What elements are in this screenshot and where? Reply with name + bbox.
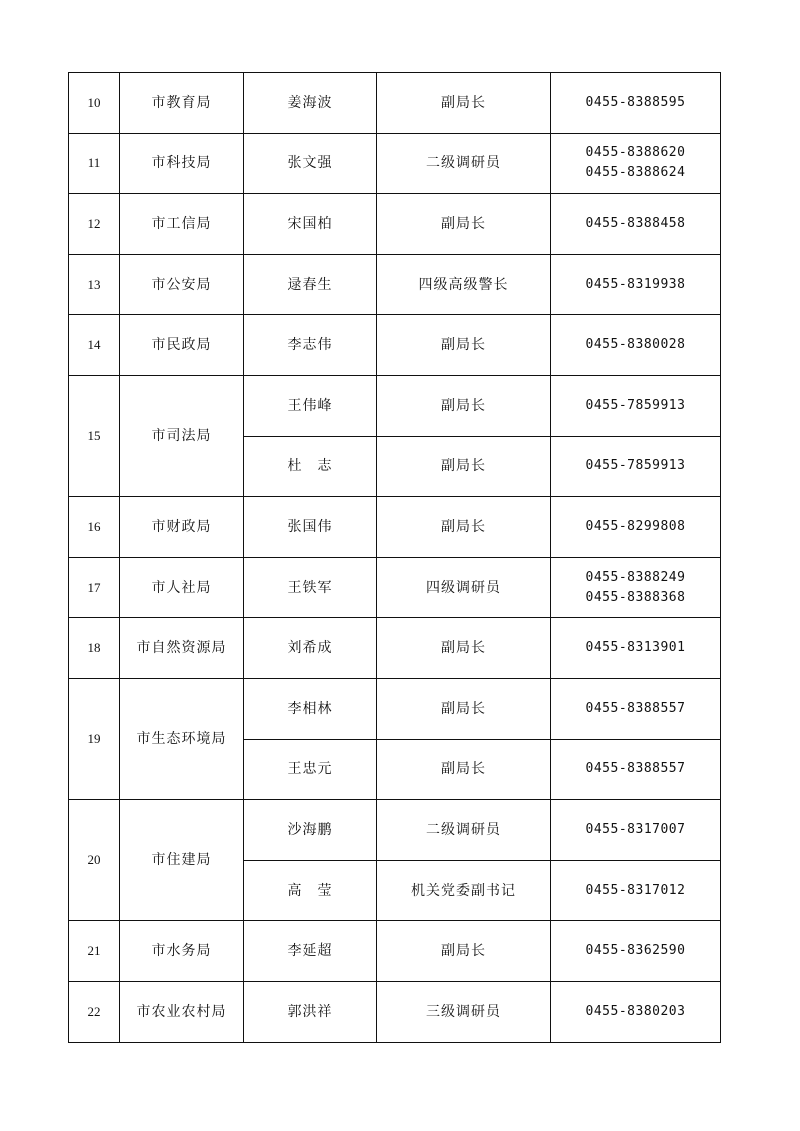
phone-cell bbox=[551, 73, 721, 134]
contact-table bbox=[68, 72, 721, 1043]
phone-cell bbox=[551, 678, 721, 739]
department-cell: 市司法局 bbox=[120, 375, 244, 496]
row-number: 16 bbox=[69, 497, 120, 558]
phone-number: 0455-8319938 bbox=[585, 276, 686, 292]
table-row bbox=[69, 921, 721, 982]
table-row bbox=[69, 557, 721, 618]
department-cell: 市工信局 bbox=[120, 194, 244, 255]
title-cell: 副局长 bbox=[377, 678, 551, 739]
title-cell: 副局长 bbox=[377, 618, 551, 679]
phone-cell bbox=[551, 860, 721, 921]
row-number: 14 bbox=[69, 315, 120, 376]
phone-cell bbox=[551, 981, 721, 1042]
phone-number: 0455-8388368 bbox=[585, 589, 686, 605]
department-cell: 市人社局 bbox=[120, 557, 244, 618]
phone-number: 0455-8388458 bbox=[585, 215, 686, 231]
name-cell: 沙海鹏 bbox=[244, 800, 377, 861]
phone-cell bbox=[551, 315, 721, 376]
table-row bbox=[69, 133, 721, 194]
name-cell: 逯春生 bbox=[244, 254, 377, 315]
phone-cell bbox=[551, 436, 721, 497]
phone-number: 0455-8380203 bbox=[585, 1003, 686, 1019]
row-number: 12 bbox=[69, 194, 120, 255]
phone-number: 0455-7859913 bbox=[585, 458, 686, 474]
title-cell: 四级调研员 bbox=[377, 557, 551, 618]
title-cell: 副局长 bbox=[377, 497, 551, 558]
department-cell: 市水务局 bbox=[120, 921, 244, 982]
table-row bbox=[69, 678, 721, 739]
phone-number: 0455-8317012 bbox=[585, 882, 686, 898]
title-cell: 机关党委副书记 bbox=[377, 860, 551, 921]
name-cell: 张国伟 bbox=[244, 497, 377, 558]
phone-cell bbox=[551, 921, 721, 982]
phone-number: 0455-8388557 bbox=[585, 761, 686, 777]
table-body bbox=[69, 73, 721, 1043]
table-row bbox=[69, 73, 721, 134]
department-cell: 市财政局 bbox=[120, 497, 244, 558]
phone-cell bbox=[551, 618, 721, 679]
phone-number: 0455-8388620 bbox=[585, 145, 686, 161]
name-cell: 姜海波 bbox=[244, 73, 377, 134]
table-row bbox=[69, 375, 721, 436]
phone-number: 0455-8388249 bbox=[585, 569, 686, 585]
name-cell: 王铁军 bbox=[244, 557, 377, 618]
row-number: 21 bbox=[69, 921, 120, 982]
department-cell: 市自然资源局 bbox=[120, 618, 244, 679]
phone-cell bbox=[551, 557, 721, 618]
title-cell: 三级调研员 bbox=[377, 981, 551, 1042]
row-number: 11 bbox=[69, 133, 120, 194]
row-number: 13 bbox=[69, 254, 120, 315]
name-cell: 王忠元 bbox=[244, 739, 377, 800]
title-cell: 二级调研员 bbox=[377, 133, 551, 194]
row-number: 19 bbox=[69, 678, 120, 799]
title-cell: 副局长 bbox=[377, 73, 551, 134]
row-number: 20 bbox=[69, 800, 120, 921]
department-cell: 市生态环境局 bbox=[120, 678, 244, 799]
name-cell: 李相林 bbox=[244, 678, 377, 739]
title-cell: 副局长 bbox=[377, 739, 551, 800]
phone-number: 0455-8313901 bbox=[585, 640, 686, 656]
table-row bbox=[69, 800, 721, 861]
table-row bbox=[69, 497, 721, 558]
department-cell: 市教育局 bbox=[120, 73, 244, 134]
phone-cell bbox=[551, 194, 721, 255]
phone-number: 0455-8317007 bbox=[585, 821, 686, 837]
department-cell: 市住建局 bbox=[120, 800, 244, 921]
phone-cell bbox=[551, 133, 721, 194]
phone-cell bbox=[551, 739, 721, 800]
phone-number: 0455-7859913 bbox=[585, 397, 686, 413]
name-cell: 刘希成 bbox=[244, 618, 377, 679]
title-cell: 二级调研员 bbox=[377, 800, 551, 861]
department-cell: 市农业农村局 bbox=[120, 981, 244, 1042]
phone-number: 0455-8380028 bbox=[585, 337, 686, 353]
title-cell: 四级高级警长 bbox=[377, 254, 551, 315]
phone-cell bbox=[551, 254, 721, 315]
name-cell: 王伟峰 bbox=[244, 375, 377, 436]
row-number: 10 bbox=[69, 73, 120, 134]
department-cell: 市科技局 bbox=[120, 133, 244, 194]
table-row bbox=[69, 254, 721, 315]
table-row bbox=[69, 618, 721, 679]
phone-number: 0455-8388595 bbox=[585, 94, 686, 110]
row-number: 15 bbox=[69, 375, 120, 496]
department-cell: 市公安局 bbox=[120, 254, 244, 315]
row-number: 22 bbox=[69, 981, 120, 1042]
phone-number: 0455-8388624 bbox=[585, 165, 686, 181]
phone-number: 0455-8388557 bbox=[585, 700, 686, 716]
table-row bbox=[69, 194, 721, 255]
phone-number: 0455-8362590 bbox=[585, 943, 686, 959]
title-cell: 副局长 bbox=[377, 194, 551, 255]
phone-number: 0455-8299808 bbox=[585, 518, 686, 534]
name-cell: 杜 志 bbox=[244, 436, 377, 497]
row-number: 17 bbox=[69, 557, 120, 618]
department-cell: 市民政局 bbox=[120, 315, 244, 376]
title-cell: 副局长 bbox=[377, 375, 551, 436]
phone-cell bbox=[551, 497, 721, 558]
name-cell: 张文强 bbox=[244, 133, 377, 194]
table-row bbox=[69, 981, 721, 1042]
name-cell: 郭洪祥 bbox=[244, 981, 377, 1042]
name-cell: 李志伟 bbox=[244, 315, 377, 376]
phone-cell bbox=[551, 800, 721, 861]
title-cell: 副局长 bbox=[377, 436, 551, 497]
phone-cell bbox=[551, 375, 721, 436]
title-cell: 副局长 bbox=[377, 921, 551, 982]
name-cell: 宋国柏 bbox=[244, 194, 377, 255]
title-cell: 副局长 bbox=[377, 315, 551, 376]
row-number: 18 bbox=[69, 618, 120, 679]
table-row bbox=[69, 315, 721, 376]
name-cell: 李延超 bbox=[244, 921, 377, 982]
name-cell: 高 莹 bbox=[244, 860, 377, 921]
